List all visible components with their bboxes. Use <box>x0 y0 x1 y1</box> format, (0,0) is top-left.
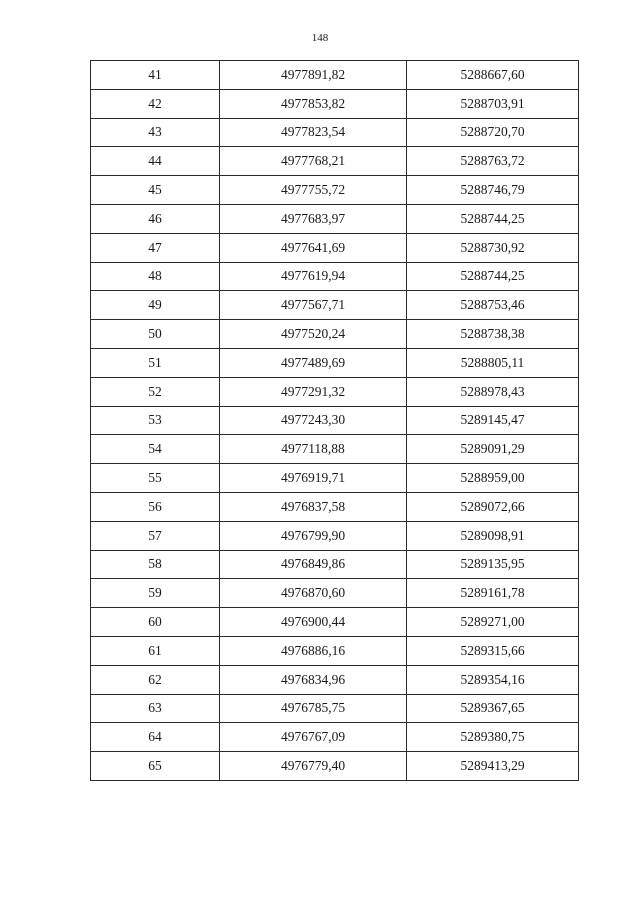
point-number-cell: 48 <box>91 262 220 291</box>
y-coordinate-cell: 5289413,29 <box>407 752 579 781</box>
point-number-cell: 63 <box>91 694 220 723</box>
table-row <box>91 579 579 608</box>
x-coordinate-cell: 4977243,30 <box>220 406 407 435</box>
point-number-cell: 45 <box>91 176 220 205</box>
point-number-cell: 54 <box>91 435 220 464</box>
point-number-cell: 47 <box>91 233 220 262</box>
point-number-cell: 55 <box>91 464 220 493</box>
point-number-cell: 61 <box>91 636 220 665</box>
y-coordinate-cell: 5288746,79 <box>407 176 579 205</box>
y-coordinate-cell: 5289098,91 <box>407 521 579 550</box>
x-coordinate-cell: 4977118,88 <box>220 435 407 464</box>
point-number-cell: 65 <box>91 752 220 781</box>
y-coordinate-cell: 5289367,65 <box>407 694 579 723</box>
table-row <box>91 320 579 349</box>
x-coordinate-cell: 4977683,97 <box>220 204 407 233</box>
table-row <box>91 723 579 752</box>
table-row <box>91 348 579 377</box>
page-number: 148 <box>311 32 329 44</box>
y-coordinate-cell: 5289354,16 <box>407 665 579 694</box>
y-coordinate-cell: 5288978,43 <box>407 377 579 406</box>
point-number-cell: 56 <box>91 492 220 521</box>
coordinates-table <box>90 60 579 781</box>
x-coordinate-cell: 4977823,54 <box>220 118 407 147</box>
point-number-cell: 50 <box>91 320 220 349</box>
point-number-cell: 53 <box>91 406 220 435</box>
table-row <box>91 176 579 205</box>
coordinates-table-body <box>91 61 579 781</box>
y-coordinate-cell: 5289380,75 <box>407 723 579 752</box>
table-row <box>91 608 579 637</box>
table-row <box>91 89 579 118</box>
table-row <box>91 550 579 579</box>
table-row <box>91 752 579 781</box>
table-row <box>91 233 579 262</box>
point-number-cell: 62 <box>91 665 220 694</box>
table-row <box>91 694 579 723</box>
y-coordinate-cell: 5289161,78 <box>407 579 579 608</box>
point-number-cell: 46 <box>91 204 220 233</box>
table-row <box>91 61 579 90</box>
x-coordinate-cell: 4976785,75 <box>220 694 407 723</box>
point-number-cell: 59 <box>91 579 220 608</box>
y-coordinate-cell: 5288738,38 <box>407 320 579 349</box>
x-coordinate-cell: 4977755,72 <box>220 176 407 205</box>
table-row <box>91 147 579 176</box>
point-number-cell: 49 <box>91 291 220 320</box>
table-row <box>91 377 579 406</box>
y-coordinate-cell: 5288730,92 <box>407 233 579 262</box>
table-row <box>91 521 579 550</box>
table-row <box>91 406 579 435</box>
y-coordinate-cell: 5288667,60 <box>407 61 579 90</box>
y-coordinate-cell: 5288763,72 <box>407 147 579 176</box>
table-row <box>91 492 579 521</box>
x-coordinate-cell: 4976837,58 <box>220 492 407 521</box>
table-row <box>91 636 579 665</box>
x-coordinate-cell: 4977619,94 <box>220 262 407 291</box>
x-coordinate-cell: 4977489,69 <box>220 348 407 377</box>
table-row <box>91 291 579 320</box>
y-coordinate-cell: 5288753,46 <box>407 291 579 320</box>
table-row <box>91 665 579 694</box>
point-number-cell: 60 <box>91 608 220 637</box>
table-row <box>91 118 579 147</box>
x-coordinate-cell: 4977567,71 <box>220 291 407 320</box>
point-number-cell: 58 <box>91 550 220 579</box>
table-row <box>91 435 579 464</box>
point-number-cell: 52 <box>91 377 220 406</box>
x-coordinate-cell: 4976799,90 <box>220 521 407 550</box>
y-coordinate-cell: 5289072,66 <box>407 492 579 521</box>
y-coordinate-cell: 5288959,00 <box>407 464 579 493</box>
point-number-cell: 42 <box>91 89 220 118</box>
point-number-cell: 44 <box>91 147 220 176</box>
x-coordinate-cell: 4977891,82 <box>220 61 407 90</box>
y-coordinate-cell: 5288703,91 <box>407 89 579 118</box>
point-number-cell: 64 <box>91 723 220 752</box>
y-coordinate-cell: 5288720,70 <box>407 118 579 147</box>
x-coordinate-cell: 4977520,24 <box>220 320 407 349</box>
point-number-cell: 41 <box>91 61 220 90</box>
x-coordinate-cell: 4977641,69 <box>220 233 407 262</box>
table-row <box>91 464 579 493</box>
x-coordinate-cell: 4976900,44 <box>220 608 407 637</box>
point-number-cell: 57 <box>91 521 220 550</box>
x-coordinate-cell: 4977768,21 <box>220 147 407 176</box>
point-number-cell: 43 <box>91 118 220 147</box>
y-coordinate-cell: 5289091,29 <box>407 435 579 464</box>
x-coordinate-cell: 4976767,09 <box>220 723 407 752</box>
y-coordinate-cell: 5289135,95 <box>407 550 579 579</box>
x-coordinate-cell: 4976779,40 <box>220 752 407 781</box>
x-coordinate-cell: 4976834,96 <box>220 665 407 694</box>
y-coordinate-cell: 5289271,00 <box>407 608 579 637</box>
y-coordinate-cell: 5289145,47 <box>407 406 579 435</box>
x-coordinate-cell: 4976870,60 <box>220 579 407 608</box>
table-row <box>91 204 579 233</box>
x-coordinate-cell: 4977291,32 <box>220 377 407 406</box>
y-coordinate-cell: 5288744,25 <box>407 204 579 233</box>
x-coordinate-cell: 4976849,86 <box>220 550 407 579</box>
table-row <box>91 262 579 291</box>
x-coordinate-cell: 4977853,82 <box>220 89 407 118</box>
y-coordinate-cell: 5288744,25 <box>407 262 579 291</box>
point-number-cell: 51 <box>91 348 220 377</box>
x-coordinate-cell: 4976886,16 <box>220 636 407 665</box>
y-coordinate-cell: 5289315,66 <box>407 636 579 665</box>
y-coordinate-cell: 5288805,11 <box>407 348 579 377</box>
x-coordinate-cell: 4976919,71 <box>220 464 407 493</box>
